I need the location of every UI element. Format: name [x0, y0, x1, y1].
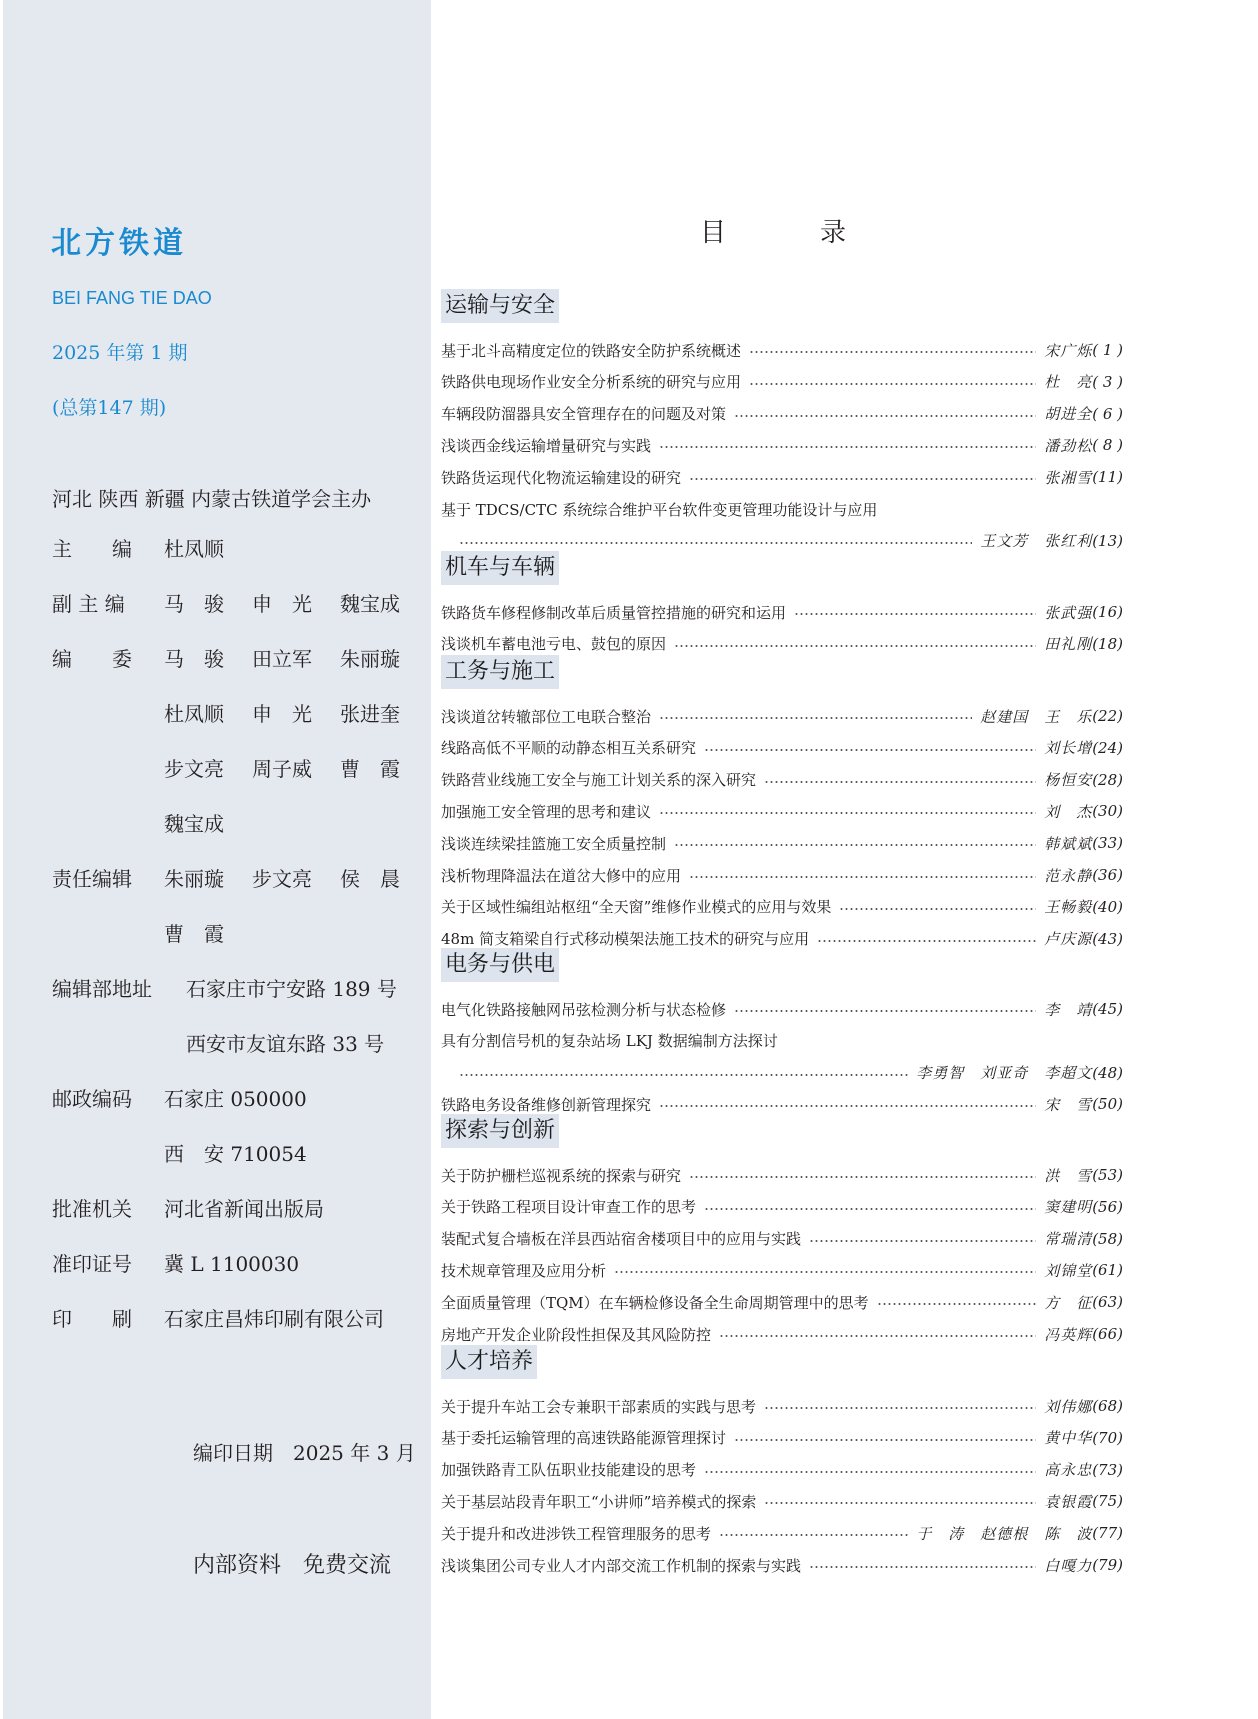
entry-author: 窦建明	[1044, 1198, 1093, 1217]
toc-entry-author-line	[441, 528, 1123, 554]
toc-entry	[441, 1162, 1123, 1188]
entry-author: 李 靖	[1044, 1000, 1093, 1019]
entry-page: (16)	[1092, 603, 1123, 621]
dot-leader	[749, 383, 1036, 385]
responsible-editor-names	[164, 919, 404, 949]
person-name: 朱丽璇	[164, 867, 224, 891]
entry-author: 韩斌斌	[1044, 834, 1093, 853]
toc-entry	[441, 798, 1123, 824]
deputy-editor-names	[164, 589, 404, 619]
dot-leader	[659, 446, 1036, 448]
person-name: 申 光	[252, 702, 312, 726]
entry-page: (11)	[1092, 468, 1123, 487]
postal-code: 西 安 710054	[164, 1142, 307, 1166]
dot-leader	[764, 1407, 1036, 1409]
responsible-editor-label: 责任编辑	[52, 867, 132, 891]
toc-entry	[441, 1457, 1123, 1483]
dot-leader	[734, 1439, 1036, 1441]
section-heading: 电务与供电	[441, 948, 559, 982]
entry-title: 关于铁路工程项目设计审查工作的思考	[441, 1198, 697, 1217]
toc-entry-title-line	[441, 1028, 1123, 1054]
issue-number: 2025 年第 1 期	[52, 342, 188, 364]
entry-author: 刘长增	[1044, 739, 1093, 758]
entry-page: (70)	[1092, 1428, 1123, 1447]
entry-title: 房地产开发企业阶段性担保及其风险防控	[441, 1325, 712, 1344]
entry-page: (66)	[1092, 1325, 1123, 1343]
dot-leader	[659, 1105, 1036, 1107]
dot-leader	[817, 940, 1036, 942]
entry-page: (61)	[1092, 1261, 1123, 1280]
dot-leader	[459, 542, 972, 544]
entry-title: 线路高低不平顺的动静态相互关系研究	[441, 739, 697, 758]
entry-title: 基于 TDCS/CTC 系统综合维护平台软件变更管理功能设计与应用	[441, 500, 878, 519]
entry-page: (13)	[1092, 531, 1123, 550]
person-name: 步文亮	[164, 757, 224, 781]
person-name: 曹 霞	[340, 757, 400, 781]
entry-page: (28)	[1092, 770, 1123, 789]
permit-value: 冀 L 1100030	[164, 1252, 300, 1276]
entry-author: 赵建国 王 乐	[980, 707, 1093, 726]
dot-leader	[674, 645, 1036, 647]
person-name: 田立军	[252, 647, 312, 671]
person-name: 朱丽璇	[340, 647, 400, 671]
entry-page: (48)	[1092, 1063, 1123, 1082]
entry-author: 范永静	[1044, 866, 1093, 885]
entry-page: ( 8 )	[1092, 436, 1123, 455]
entry-title: 浅析物理降温法在道岔大修中的应用	[441, 866, 682, 885]
entry-title: 关于提升和改进涉铁工程管理服务的思考	[441, 1524, 712, 1543]
person-name: 侯 晨	[340, 867, 400, 891]
entry-author: 潘劲松	[1044, 436, 1093, 455]
entry-page: (75)	[1092, 1492, 1123, 1511]
entry-page: (45)	[1092, 1000, 1123, 1018]
person-name: 张进奎	[340, 702, 400, 726]
entry-author: 王文芳 张红利	[980, 532, 1093, 551]
entry-page: (77)	[1092, 1524, 1123, 1543]
person-name: 魏宝成	[340, 592, 400, 616]
toc-entry	[441, 735, 1123, 761]
entry-title: 关于防护栅栏巡视系统的探索与研究	[441, 1166, 682, 1185]
board-names	[164, 644, 404, 674]
entry-author: 卢庆源	[1044, 930, 1093, 949]
entry-page: (43)	[1092, 929, 1123, 948]
person-name: 曹 霞	[164, 922, 224, 946]
entry-author: 于 涛 赵德根 陈 波	[916, 1524, 1093, 1543]
person-name: 申 光	[252, 592, 312, 616]
postal-label: 邮政编码	[52, 1087, 132, 1111]
responsible-editor-names	[164, 864, 404, 894]
entry-page: ( 3 )	[1092, 372, 1123, 391]
entry-author: 洪 雪	[1044, 1166, 1093, 1185]
entry-page: (79)	[1092, 1556, 1123, 1574]
dot-leader	[459, 1074, 908, 1076]
toc-entry	[441, 1257, 1123, 1283]
entry-author: 高永忠	[1044, 1461, 1093, 1480]
dot-leader	[689, 478, 1036, 480]
entry-title: 关于提升车站工会专兼职干部素质的实践与思考	[441, 1397, 757, 1416]
deputy-editor-label: 副 主 编	[52, 592, 125, 616]
entry-author: 常瑞清	[1044, 1230, 1093, 1249]
dot-leader	[719, 1534, 908, 1536]
entry-title: 车辆段防溜器具安全管理存在的问题及对策	[441, 405, 727, 424]
toc-entry-title-line	[441, 496, 1123, 522]
magazine-title: 北方铁道	[51, 226, 187, 261]
entry-author: 刘伟娜	[1044, 1397, 1093, 1416]
entry-page: (22)	[1092, 707, 1123, 725]
dot-leader	[794, 613, 1036, 615]
dot-leader	[877, 1303, 1037, 1305]
board-names	[164, 754, 404, 784]
dot-leader	[674, 844, 1036, 846]
address-line: 石家庄市宁安路 189 号	[186, 977, 397, 1001]
person-name: 周子威	[252, 757, 312, 781]
person-name: 魏宝成	[164, 812, 224, 836]
person-name: 步文亮	[252, 867, 312, 891]
entry-title: 加强铁路青工队伍职业技能建设的思考	[441, 1461, 697, 1480]
approval-label: 批准机关	[52, 1197, 132, 1221]
entry-title: 基于委托运输管理的高速铁路能源管理探讨	[441, 1429, 727, 1448]
dot-leader	[704, 1471, 1036, 1473]
dot-leader	[809, 1240, 1036, 1242]
dot-leader	[719, 1335, 1036, 1337]
entry-title: 关于基层站段青年职工“小讲师”培养模式的探索	[441, 1492, 757, 1511]
entry-page: (56)	[1092, 1197, 1123, 1216]
dot-leader	[809, 1566, 1036, 1568]
total-issue-number: (总第147 期)	[52, 397, 167, 419]
section-heading: 探索与创新	[441, 1114, 559, 1148]
entry-author: 杨恒安	[1044, 771, 1093, 790]
toc-entry	[441, 1520, 1123, 1546]
permit-label: 准印证号	[52, 1252, 132, 1276]
dot-leader	[734, 1010, 1036, 1012]
entry-author: 宋广烁	[1044, 341, 1093, 360]
entry-title: 具有分割信号机的复杂站场 LKJ 数据编制方法探讨	[441, 1032, 778, 1051]
dot-leader	[659, 812, 1036, 814]
entry-author: 张武强	[1044, 603, 1093, 622]
entry-title: 铁路货运现代化物流运输建设的研究	[441, 468, 682, 487]
entry-title: 关于区域性编组站枢纽“全天窗”维修作业模式的应用与效果	[441, 898, 832, 917]
dot-leader	[704, 749, 1036, 751]
entry-title: 浅谈机车蓄电池亏电、鼓包的原因	[441, 635, 667, 654]
toc-entry	[441, 432, 1123, 458]
dot-leader	[659, 717, 972, 719]
section-heading: 人才培养	[441, 1345, 537, 1379]
entry-page: (73)	[1092, 1460, 1123, 1479]
entry-title: 基于北斗高精度定位的铁路安全防护系统概述	[441, 341, 742, 360]
entry-page: (58)	[1092, 1229, 1123, 1248]
entry-author: 黄中华	[1044, 1429, 1093, 1448]
toc-entry	[441, 703, 1123, 729]
toc-entry	[441, 862, 1123, 888]
entry-title: 铁路货车修程修制改革后质量管控措施的研究和运用	[441, 603, 787, 622]
dot-leader	[749, 351, 1036, 353]
toc-entry	[441, 1552, 1123, 1578]
section-heading: 机车与车辆	[441, 551, 559, 585]
entry-title: 48m 简支箱梁自行式移动模架法施工技术的研究与应用	[441, 930, 810, 949]
entry-title: 铁路营业线施工安全与施工计划关系的深入研究	[441, 771, 757, 790]
person-name: 马 骏	[164, 592, 224, 616]
dot-leader	[734, 415, 1036, 417]
printer-label: 印 刷	[52, 1307, 132, 1331]
board-label: 编 委	[52, 647, 132, 671]
person-name: 杜凤顺	[164, 702, 224, 726]
entry-page: (24)	[1092, 738, 1123, 757]
dot-leader	[839, 908, 1036, 910]
address-line: 西安市友谊东路 33 号	[186, 1032, 385, 1056]
entry-author: 刘 杰	[1044, 802, 1093, 821]
internal-note: 内部资料 免费交流	[193, 1553, 392, 1578]
toc-entry-author-line	[441, 1060, 1123, 1086]
toc-entry	[441, 830, 1123, 856]
entry-title: 浅谈连续梁挂篮施工安全质量控制	[441, 834, 667, 853]
sidebar-panel	[3, 0, 431, 1719]
toc-entry	[441, 1226, 1123, 1252]
toc-entry	[441, 337, 1123, 363]
board-names	[164, 809, 404, 839]
toc-entry	[441, 401, 1123, 427]
entry-author: 杜 亮	[1044, 373, 1093, 392]
entry-title: 浅谈西金线运输增量研究与实践	[441, 436, 652, 455]
entry-title: 技术规章管理及应用分析	[441, 1261, 607, 1280]
dot-leader	[704, 1208, 1036, 1210]
toc-entry	[441, 996, 1123, 1022]
entry-page: (63)	[1092, 1293, 1123, 1312]
entry-author: 袁银霞	[1044, 1492, 1093, 1511]
entry-author: 宋 雪	[1044, 1095, 1093, 1114]
entry-author: 刘锦堂	[1044, 1261, 1093, 1280]
entry-title: 浅谈道岔转辙部位工电联合整治	[441, 707, 652, 726]
entry-title: 加强施工安全管理的思考和建议	[441, 802, 652, 821]
person-name: 马 骏	[164, 647, 224, 671]
approval-value: 河北省新闻出版局	[164, 1197, 324, 1221]
dot-leader	[614, 1271, 1036, 1273]
toc-entry	[441, 1289, 1123, 1315]
toc-entry	[441, 464, 1123, 490]
dot-leader	[689, 1176, 1036, 1178]
dot-leader	[764, 781, 1036, 783]
dot-leader	[689, 876, 1036, 878]
toc-entry	[441, 767, 1123, 793]
section-heading: 工务与施工	[441, 655, 559, 689]
toc-entry	[441, 1321, 1123, 1347]
entry-title: 装配式复合墙板在洋县西站宿舍楼项目中的应用与实践	[441, 1230, 802, 1249]
entry-page: (50)	[1092, 1095, 1123, 1114]
entry-author: 冯英辉	[1044, 1325, 1093, 1344]
sponsor-text: 河北 陕西 新疆 内蒙古铁道学会主办	[52, 487, 372, 511]
entry-author: 张湘雪	[1044, 468, 1093, 487]
entry-author: 王畅毅	[1044, 898, 1093, 917]
toc-entry	[441, 1425, 1123, 1451]
entry-title: 电气化铁路接触网吊弦检测分析与状态检修	[441, 1000, 727, 1019]
entry-page: (18)	[1092, 634, 1123, 653]
toc-entry	[441, 1488, 1123, 1514]
board-names	[164, 699, 404, 729]
entry-page: (68)	[1092, 1397, 1123, 1415]
chief-editor-name: 杜凤顺	[164, 537, 224, 561]
entry-title: 全面质量管理（TQM）在车辆检修设备全生命周期管理中的思考	[441, 1293, 869, 1312]
entry-author: 白嘎力	[1044, 1556, 1093, 1575]
magazine-pinyin: BEI FANG TIE DAO	[52, 288, 212, 308]
entry-page: (33)	[1092, 834, 1123, 853]
postal-code: 石家庄 050000	[164, 1087, 307, 1111]
entry-page: ( 6 )	[1092, 404, 1123, 423]
address-label: 编辑部地址	[52, 977, 152, 1001]
entry-author: 方 征	[1044, 1293, 1093, 1312]
toc-title-char: 目	[700, 218, 727, 248]
entry-title: 浅谈集团公司专业人才内部交流工作机制的探索与实践	[441, 1556, 802, 1575]
printer-value: 石家庄昌炜印刷有限公司	[164, 1307, 384, 1331]
toc-title	[700, 212, 880, 252]
toc-entry	[441, 631, 1123, 657]
entry-author: 田礼刚	[1044, 635, 1093, 654]
print-date: 编印日期 2025 年 3 月	[193, 1441, 416, 1465]
entry-page: (40)	[1092, 897, 1123, 916]
toc-title-char: 录	[820, 218, 847, 248]
entry-title: 铁路供电现场作业安全分析系统的研究与应用	[441, 373, 742, 392]
toc-entry	[441, 1194, 1123, 1220]
entry-page: (53)	[1092, 1166, 1123, 1184]
entry-author: 李勇智 刘亚奇 李超文	[916, 1064, 1093, 1083]
entry-page: ( 1 )	[1092, 341, 1123, 359]
chief-editor-label: 主 编	[52, 537, 132, 561]
toc-entry	[441, 599, 1123, 625]
section-heading: 运输与安全	[441, 289, 559, 323]
dot-leader	[764, 1502, 1036, 1504]
toc-entry	[441, 369, 1123, 395]
entry-author: 胡进全	[1044, 405, 1093, 424]
toc-entry	[441, 1393, 1123, 1419]
entry-page: (30)	[1092, 802, 1123, 821]
entry-page: (36)	[1092, 866, 1123, 884]
toc-entry	[441, 894, 1123, 920]
entry-title: 铁路电务设备维修创新管理探究	[441, 1095, 652, 1114]
